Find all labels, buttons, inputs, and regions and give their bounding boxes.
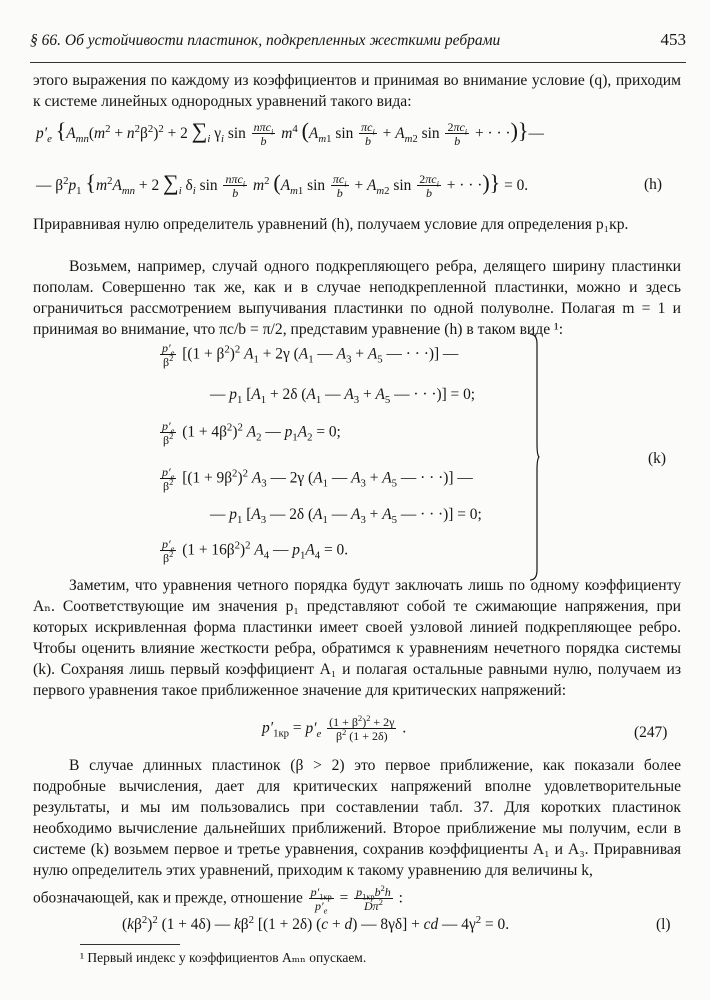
equation-tag-l: (l) bbox=[656, 916, 671, 933]
paragraph-1: этого выражения по каждому из коэффициентов и принимая во внимание условие (q), приходим к системе линейных однородных уравнений такого вида: bbox=[33, 72, 681, 110]
right-brace bbox=[528, 332, 540, 582]
equation-k-line5: — $p_1$ [$A_3$ — 2δ ($A_1$ — $A_3 + A_5$ — · · ·)] = 0; bbox=[210, 506, 482, 527]
header-rule bbox=[30, 62, 686, 63]
paragraph-3: Возьмем, например, случай одного подкрепляющего ребра, делящего ширину пластинки пополам. Совершенно так же, как и в случае неподкрепленной пластинки, можно и здесь ограничиться рассмотрением выпучивания пластинки по одной полуволне. Полагая m = 1 и принимая во внимание, что πc/b = π/2, представим уравнение (h) в таком виде ¹: bbox=[33, 258, 681, 338]
footnote-rule bbox=[80, 944, 180, 945]
equation-247: $p'_{1кр} = p'_e$ $\frac{(1 + \beta^2)^2 + 2\gamma}{\beta^2 (1 + 2\delta)}$ . bbox=[262, 714, 407, 743]
equation-h-line1: $p'_e$ {$A_{mn}(m^2 + n^2\beta^2)^2 + 2$ $\sum_i$ $\gamma_i$ sin $\frac{n\pi c_i}{b}$ $m^4$ ($A_{m1}$ sin $\frac{\pi c_i}{b}$ + $A_{m2}$ sin $\frac{2\pi c_i}{b}$ + · · ·)}— bbox=[36, 118, 544, 149]
equation-tag-247: (247) bbox=[634, 724, 668, 741]
equation-k-line4: $\frac{p'_e}{\beta^2}$ [$(1 + 9\beta^2)^2$ $A_3$ — 2γ ($A_1$ — $A_3 + A_5$ — · · ·)] — bbox=[162, 465, 473, 493]
equation-tag-h: (h) bbox=[644, 176, 662, 193]
paragraph-4: Заметим, что уравнения четного порядка будут заключать лишь по одному коэффициенту Aₙ. Соответствующие им значения p₁ представляют собой те сжимающие напряжения, при которых искривленная форма пластинки имеет своей узловой линией подкрепляющее ребро. Чтобы оценить влияние жесткости ребра, обратимся к уравнениям нечетного порядка системы (k). Сохраняя лишь первый коэффициент A₁ и полагая остальные равными нулю, получаем из первого уравнения такое приближенное значение для критических напряжений: bbox=[33, 577, 681, 699]
page-number: 453 bbox=[660, 30, 686, 49]
paragraph-5: В случае длинных пластинок (β > 2) это первое приближение, как показали более подробные вычисления, дает для критических напряжений вполне удовлетворительные результаты, и мы им пользовались при составлении табл. 37. Для коротких пластинок необходимо вычисление дальнейших приближений. Второе приближение мы получим, если в системе (k) возьмем первое и третье уравнения, сохранив коэффициенты A₁ и A₃. Приравнивая нулю определитель этих уравнений, приходим к такому уравнению для величины k, bbox=[33, 757, 681, 879]
paragraph-6: обозначающей, как и прежде, отношение $\frac{p'_{1кр}}{p'_e}$ = $\frac{p_{1кр}b^2h}{D\pi^2}$ : bbox=[33, 884, 403, 916]
running-header bbox=[30, 30, 686, 56]
equation-tag-k: (k) bbox=[648, 450, 666, 467]
equation-k-line3: $\frac{p'_e}{\beta^2}$ $(1 + 4\beta^2)^2$ $A_2$ — $p_1A_2 = 0$; bbox=[162, 419, 341, 447]
paragraph-6-text: обозначающей, как и прежде, отношение bbox=[33, 889, 303, 907]
footnote: ¹ Первый индекс у коэффициентов Aₘₙ опускаем. bbox=[80, 950, 367, 965]
paragraph-2: Приравнивая нулю определитель уравнений (h), получаем условие для определения p₁кр. bbox=[33, 216, 629, 233]
equation-k-line1: $\frac{p'_e}{\beta^2}$ [$(1 + \beta^2)^2$ $A_1 + 2\gamma$ ($A_1$ — $A_3 + A_5$ — · · ·)] — bbox=[162, 341, 459, 369]
equation-l: $(k\beta^2)^2$ (1 + 4δ) — $k\beta^2$ [(1 + 2δ) (c + d) — 8γδ] + cd — $4\gamma^2 = 0$. bbox=[122, 913, 510, 933]
equation-h-line2: — $\beta^2p_1$ {$m^2A_{mn} + 2$ $\sum_i$ $\delta_i$ sin $\frac{n\pi c_i}{b}$ $m^2$ ($A_{m1}$ sin $\frac{\pi c_i}{b}$ + $A_{m2}$ sin $\frac{2\pi c_i}{b}$ + · · ·)} = 0. bbox=[36, 170, 529, 201]
equation-k-line6: $\frac{p'_e}{\beta^2}$ $(1 + 16\beta^2)^2$ $A_4$ — $p_1A_4 = 0$. bbox=[162, 537, 349, 565]
header-title: § 66. Об устойчивости пластинок, подкрепленных жесткими ребрами bbox=[30, 32, 501, 49]
equation-k-line2: — $p_1$ [$A_1 + 2\delta$ ($A_1$ — $A_3 + A_5$ — · · ·)] = 0; bbox=[210, 386, 476, 407]
